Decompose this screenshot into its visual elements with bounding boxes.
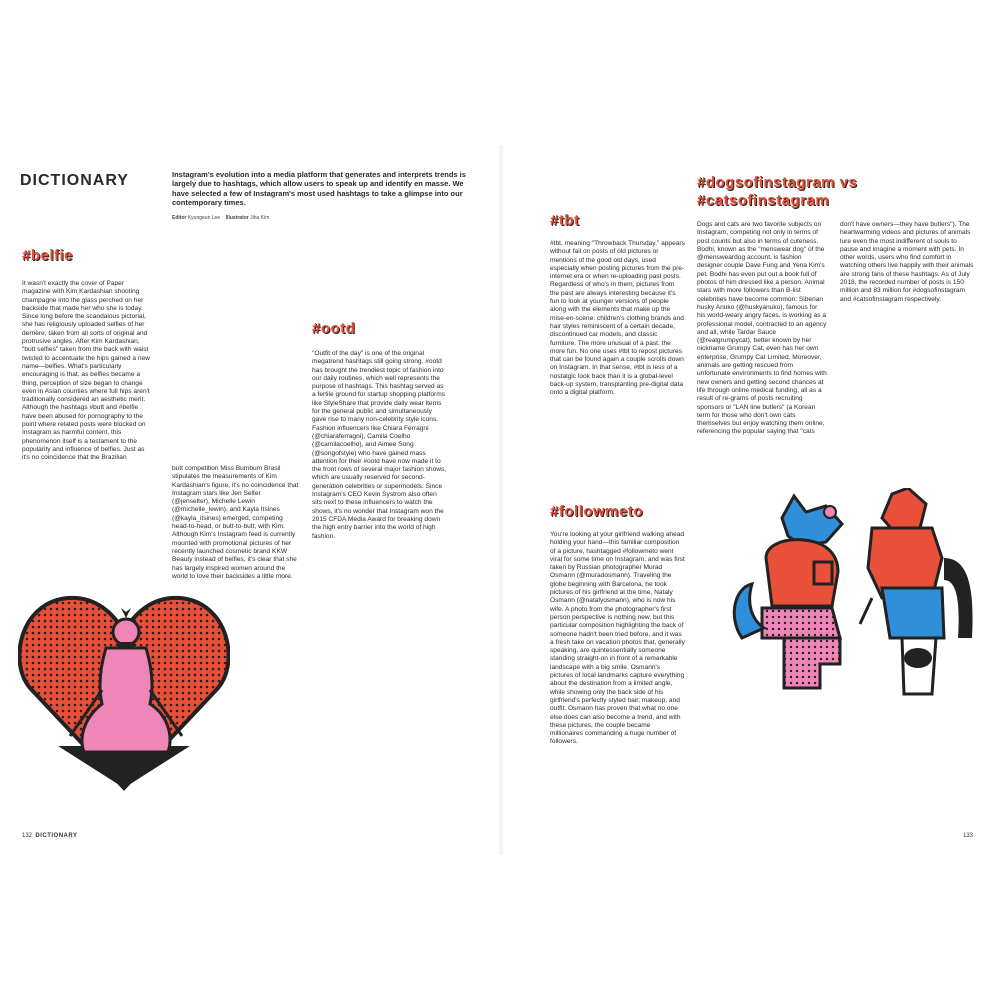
- folio-section: DICTIONARY: [35, 833, 78, 839]
- hashtag-followmeto: #followmeto: [550, 503, 644, 520]
- belfie-column-1: It wasn't exactly the cover of Paper magazine with Kim Kardashian shooting champagne into the glass perched on her backside that made her who she is today. Since long before the scandalous pictorial, she has religiously uploaded selfies of her derrière, taken from all sorts of original and protrusive angles. After Kim Kardashian, "butt selfies" taken from the back with waist twisted to accentuate the hips gained a new name—belfies. What's particularly encouraging is that, as belfies became a thing, perception of size began to change even in Asian counties where full hips aren't traditionally considered an aesthetic merit. Although the hashtags #butt and #belfie have been abused for pornography to the point where related posts were blocked on Instagram as harmful content, this phenomenon itself is a testament to the popularity and influence of belfies. Just as it's no coincidence that the Brazilian: [22, 280, 150, 462]
- dog-and-cat-icon: [722, 488, 980, 713]
- folio-left: [22, 833, 77, 839]
- intro-paragraph: Instagram's evolution into a media platform that generates and interprets trends is largely due to hashtags, which allow users to speak up and identify en masse. We have selected a few of Instagram's most used hashtags to take a glimpse into our contemporary times.: [172, 170, 466, 208]
- page-gutter: [498, 145, 504, 855]
- hashtag-ootd: #ootd: [312, 320, 356, 337]
- editor-name: Kyungeun Lee: [187, 215, 221, 221]
- dogs-column-2: don't have owners—they have butlers"). The heartwarming videos and pictures of animals lure even the most indifferent of souls to pause and imagine a moment with pets. In other words, users who find comfort in watching others live happily with their animals are strong fans of these hashtags. As of July 2018, the recorded number of posts is 150 million and 83 million for #dogsofinstagram and #catsofinstagram respectively.: [840, 221, 974, 303]
- ootd-body: "Outfit of the day" is one of the original megatrend hashtags still going strong. #ootd has brought the trendiest topic of fashion into our daily routines, which well represents the purpose of hashtags. This hashtag served as a fertile ground for startup shopping platforms like StyleShare that provide daily wear items for the general public and simultaneously gave rise to many non-celebrity style icons. Fashion influencers like Chiara Ferragni (@chiaraferragni), Camila Coelho (@camilacoelho), and Aimee Song (@songofstyle) who have gained mass attention for their #ootd have now made it to the front rows of several major fashion shows, which are usually reserved for second-generation celebrities or supermodels. Since Instagram's CEO Kevin Systrom also often sits next to these influencers to watch the shows, it's no wonder that Instagram won the 2015 CFDA Media Award for breaking down the high entry barrier into the world of high fashion.: [312, 350, 447, 540]
- belfie-column-2: butt competition Miss Bumbum Brasil stipulates the measurements of Kim Kardashian's figure, it's no coincidence that Instagram stars like Jen Selter (@jenselter), Michelle Lewin (@michelle_lewin), and Kayla Itsines (@kayla_itsines) emerged, competing head-to-head, or butt-to-butt, with Kim. Although Kim's Instagram feed is currently mounted with promotional pictures of her recently launched cosmetic brand KKW Beauty instead of belfies, it's clear that she has largely inspired women around the world to love their backsides a little more.: [172, 465, 299, 580]
- dogs-column-1: Dogs and cats are two favorite subjects on Instagram, competing not only in terms of post counts but also in terms of cuteness. Bodhi, known as the "menswear dog" of the @mensweardog account, is fashion designer couple Dave Fung and Yena Kim's pet. Bodhi has even put out a book full of photos of him dressed like a person. Animal stars with more followers than B-list celebrities have become common: Siberian husky Anuko (@huskyanuko), famous for his world-weary angry faces, is working as a professional model, contracted to an agency and all, while Tardar Sauce (@realgrumpycat), better known by her nickname Grumpy Cat, even has her own enterprise, Grumpy Cat Limited. Moreover, animals are getting rescued from unfortunate environments to find homes with new owners and getting second chances at life through online medical funding, all as a result of re-grams of posts recruiting sponsors or "LAN line butlers" (a Korean term for those who don't own cats themselves but enjoy watching them online, referencing the popular saying that "cats: [697, 221, 827, 436]
- page-number-right: 133: [963, 833, 974, 839]
- page-number-left: 132: [22, 833, 33, 839]
- hashtag-catsofinstagram: #catsofinstagram: [697, 192, 830, 209]
- illustrator-name: Jiha Kim: [250, 215, 270, 221]
- editor-label: Editor: [172, 215, 187, 221]
- hashtag-dogsofinstagram: #dogsofinstagram vs: [697, 174, 858, 191]
- followmeto-body: You're looking at your girlfriend walking ahead holding your hand—this familiar composition of a picture, hashtagged #followmeto went viral for some time on Instagram, and was first taken by Russian photographer Murad Osmann (@muradosmann). Traveling the globe beginning with Barcelona, he took pictures of his girlfriend at the time, Nataly Osmann (@natalyosmann), who is now his wife. A photo from the photographer's first person perspective is nothing new, but this particular composition highlighting the back of someone hadn't been tried before, and it was a fresh take on vacation photos that, generally speaking, are quintessentially someone standing straight-on in front of a remarkable landscape with a big smile. Osmann's pictures of local landmarks capture everything about the destination from a limited angle, while showing only the back side of his girlfriend's perfectly styled hair, makeup, and outfit. Osmann has proven that what no one else does can also become a trend, and with these pictures, the couple became millionaires commanding a huge number of followers.: [550, 531, 685, 746]
- heart-with-woman-icon: [18, 588, 230, 793]
- hashtag-tbt: #tbt: [550, 212, 580, 229]
- illustrator-label: Illustrator: [225, 215, 249, 221]
- page-title: DICTIONARY: [20, 172, 129, 189]
- tbt-body: #tbt, meaning "Throwback Thursday," appears without fail on posts of old pictures or mentions of the good old days, used especially when posting pictures from the pre-internet era or when re-uploading past posts. Regardless of who's in them, pictures from the past are always interesting because it's fun to look at younger versions of people along with the elements that make up the mise-en-scène: children's clothing brands and hair styles reminiscent of a certain decade, discontinued car models, and classic furniture. The more unusual of a past, the more fun. No one uses #tbt to repost pictures that can be found again a couple scrolls down on Instagram. In that sense, #tbt is less of a nostalgic look back than it is a global-level back-up system, transplanting pre-digital data onto a digital platform.: [550, 240, 685, 397]
- hashtag-belfie: #belfie: [22, 247, 74, 264]
- credits: [172, 215, 269, 221]
